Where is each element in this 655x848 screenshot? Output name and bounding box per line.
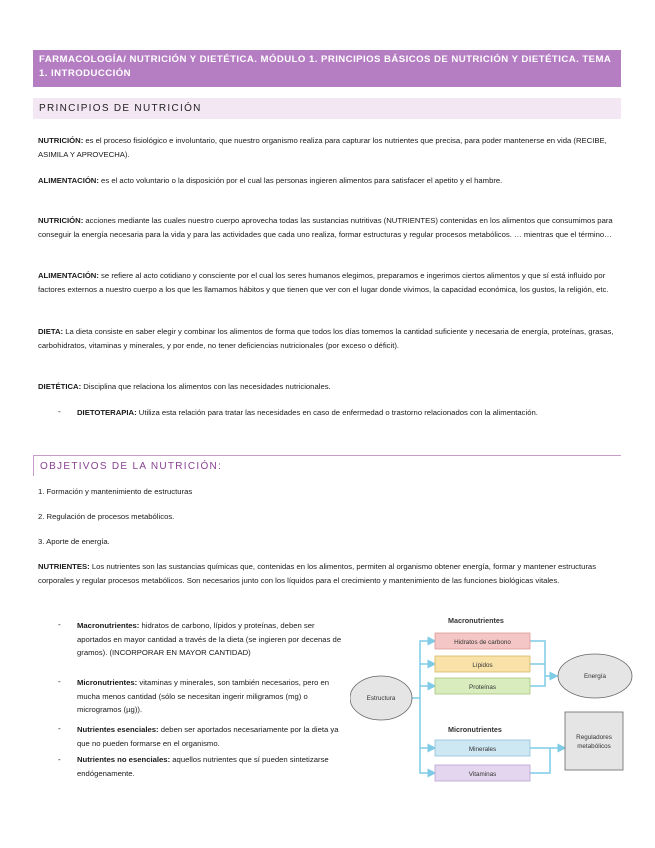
section-heading-objetivos: OBJETIVOS DE LA NUTRICIÓN: (33, 455, 621, 476)
bullet-macronutrientes: Macronutrientes: hidratos de carbono, lípidos y proteínas, deben ser aportados en mayor cantidad a través de la dieta (se ingieren por decenas de gramos). (INCORPORAR EN MAYOR CANTIDAD) (77, 621, 342, 658)
paragraph-dieta: DIETA: La dieta consiste en saber elegir y combinar los alimentos de forma que todos los días tomemos la cantidad suficiente y necesaria de energía, proteínas, grasas, carbohidratos, vitaminas y minerales, y por ende, no tener deficiencias nutricionales (por exceso o déficit). (38, 327, 614, 350)
lipidos-label: Lípidos (472, 662, 493, 669)
paragraph-nutricion-2: NUTRICIÓN: acciones mediante las cuales nuestro cuerpo aprovecha todas las sustancias nutritivas (NUTRIENTES) contenidas en los alimentos que consumimos para conseguir la energía necesaria para la vida y para las actividades que cada uno realiza, formar estructuras y regular procesos metabólicos. … mientras que el término… (38, 216, 613, 239)
minerales-label: Minerales (468, 746, 497, 753)
micronutrientes-title: Micronutrientes (448, 725, 502, 734)
section-heading-principios: PRINCIPIOS DE NUTRICIÓN (33, 98, 621, 119)
paragraph-nutrientes: NUTRIENTES: Los nutrientes son las sustancias químicas que, contenidas en los alimentos, permiten al organismo obtener energía, formar y mantener estructuras corporales y regular procesos metabólicos. Son necesarios junto con los líquidos para el crecimiento y mantenimiento de las funciones biológicas vitales. (38, 562, 597, 585)
reguladores-label-line1: Reguladores (576, 734, 612, 741)
bullet-esenciales: Nutrientes esenciales: deben ser aportados necesariamente por la dieta ya que no pueden formarse en el organismo. (77, 725, 339, 748)
nutrients-diagram (350, 608, 640, 790)
paragraph-alimentacion-1: ALIMENTACIÓN: es el acto voluntario o la disposición por el cual las personas ingieren alimentos para satisfacer el apetito y el hambre. (38, 176, 503, 185)
proteinas-label: Proteínas (469, 684, 496, 691)
paragraph-dietetica: DIETÉTICA: Disciplina que relaciona los alimentos con las necesidades nutricionales. (38, 382, 331, 391)
bullet-micronutrientes: Micronutrientes: vitaminas y minerales, son también necesarios, pero en mucha menos cantidad (sólo se necesitan ingerir miligramos (mg) o microgramos (µg)). (77, 678, 330, 715)
reguladores-label-line2: metabólicos (577, 743, 611, 750)
paragraph-nutricion-1: NUTRICIÓN: es el proceso fisiológico e involuntario, que nuestro organismo realiza para capturar los nutrientes que precisa, para poder mantenerse en vida (RECIBE, ASIMILA Y APROVECHA). (38, 136, 607, 159)
objective-item-1: 1. Formación y mantenimiento de estructuras (38, 487, 193, 496)
bullet-dash: - (58, 677, 61, 686)
document-title: FARMACOLOGÍA/ NUTRICIÓN Y DIETÉTICA. MÓDULO 1. PRINCIPIOS BÁSICOS DE NUTRICIÓN Y DIETÉTICA. TEMA 1. INTRODUCCIÓN (33, 50, 621, 87)
objective-item-3: 3. Aporte de energía. (38, 537, 110, 546)
estructura-label: Estructura (366, 695, 396, 702)
bullet-dietoterapia: DIETOTERAPIA: Utiliza esta relación para tratar las necesidades en caso de enfermedad o trastorno relacionados con la alimentación. (77, 408, 538, 417)
objective-item-2: 2. Regulación de procesos metabólicos. (38, 512, 175, 521)
bullet-dash: - (58, 755, 61, 764)
bullet-dash: - (58, 407, 61, 416)
hidratos-label: Hidratos de carbono (454, 639, 511, 646)
bullet-dash: - (58, 620, 61, 629)
paragraph-alimentacion-2: ALIMENTACIÓN: se refiere al acto cotidiano y consciente por el cual los seres humanos elegimos, preparamos e ingerimos ciertos alimentos y que sí está influido por factores externos a nuestro cuerpo a los que les llamamos hábitos y que tienen que ver con el lugar donde vivimos, la capacidad económica, los gustos, la religión, etc. (38, 271, 609, 294)
bullet-dash: - (58, 724, 61, 733)
macronutrientes-title: Macronutrientes (448, 616, 504, 625)
energia-label: Energía (583, 673, 607, 680)
reguladores-box (565, 712, 623, 770)
vitaminas-label: Vitaminas (468, 771, 497, 778)
bullet-no-esenciales: Nutrientes no esenciales: aquellos nutrientes que sí pueden sintetizarse endógenamente. (77, 755, 329, 778)
